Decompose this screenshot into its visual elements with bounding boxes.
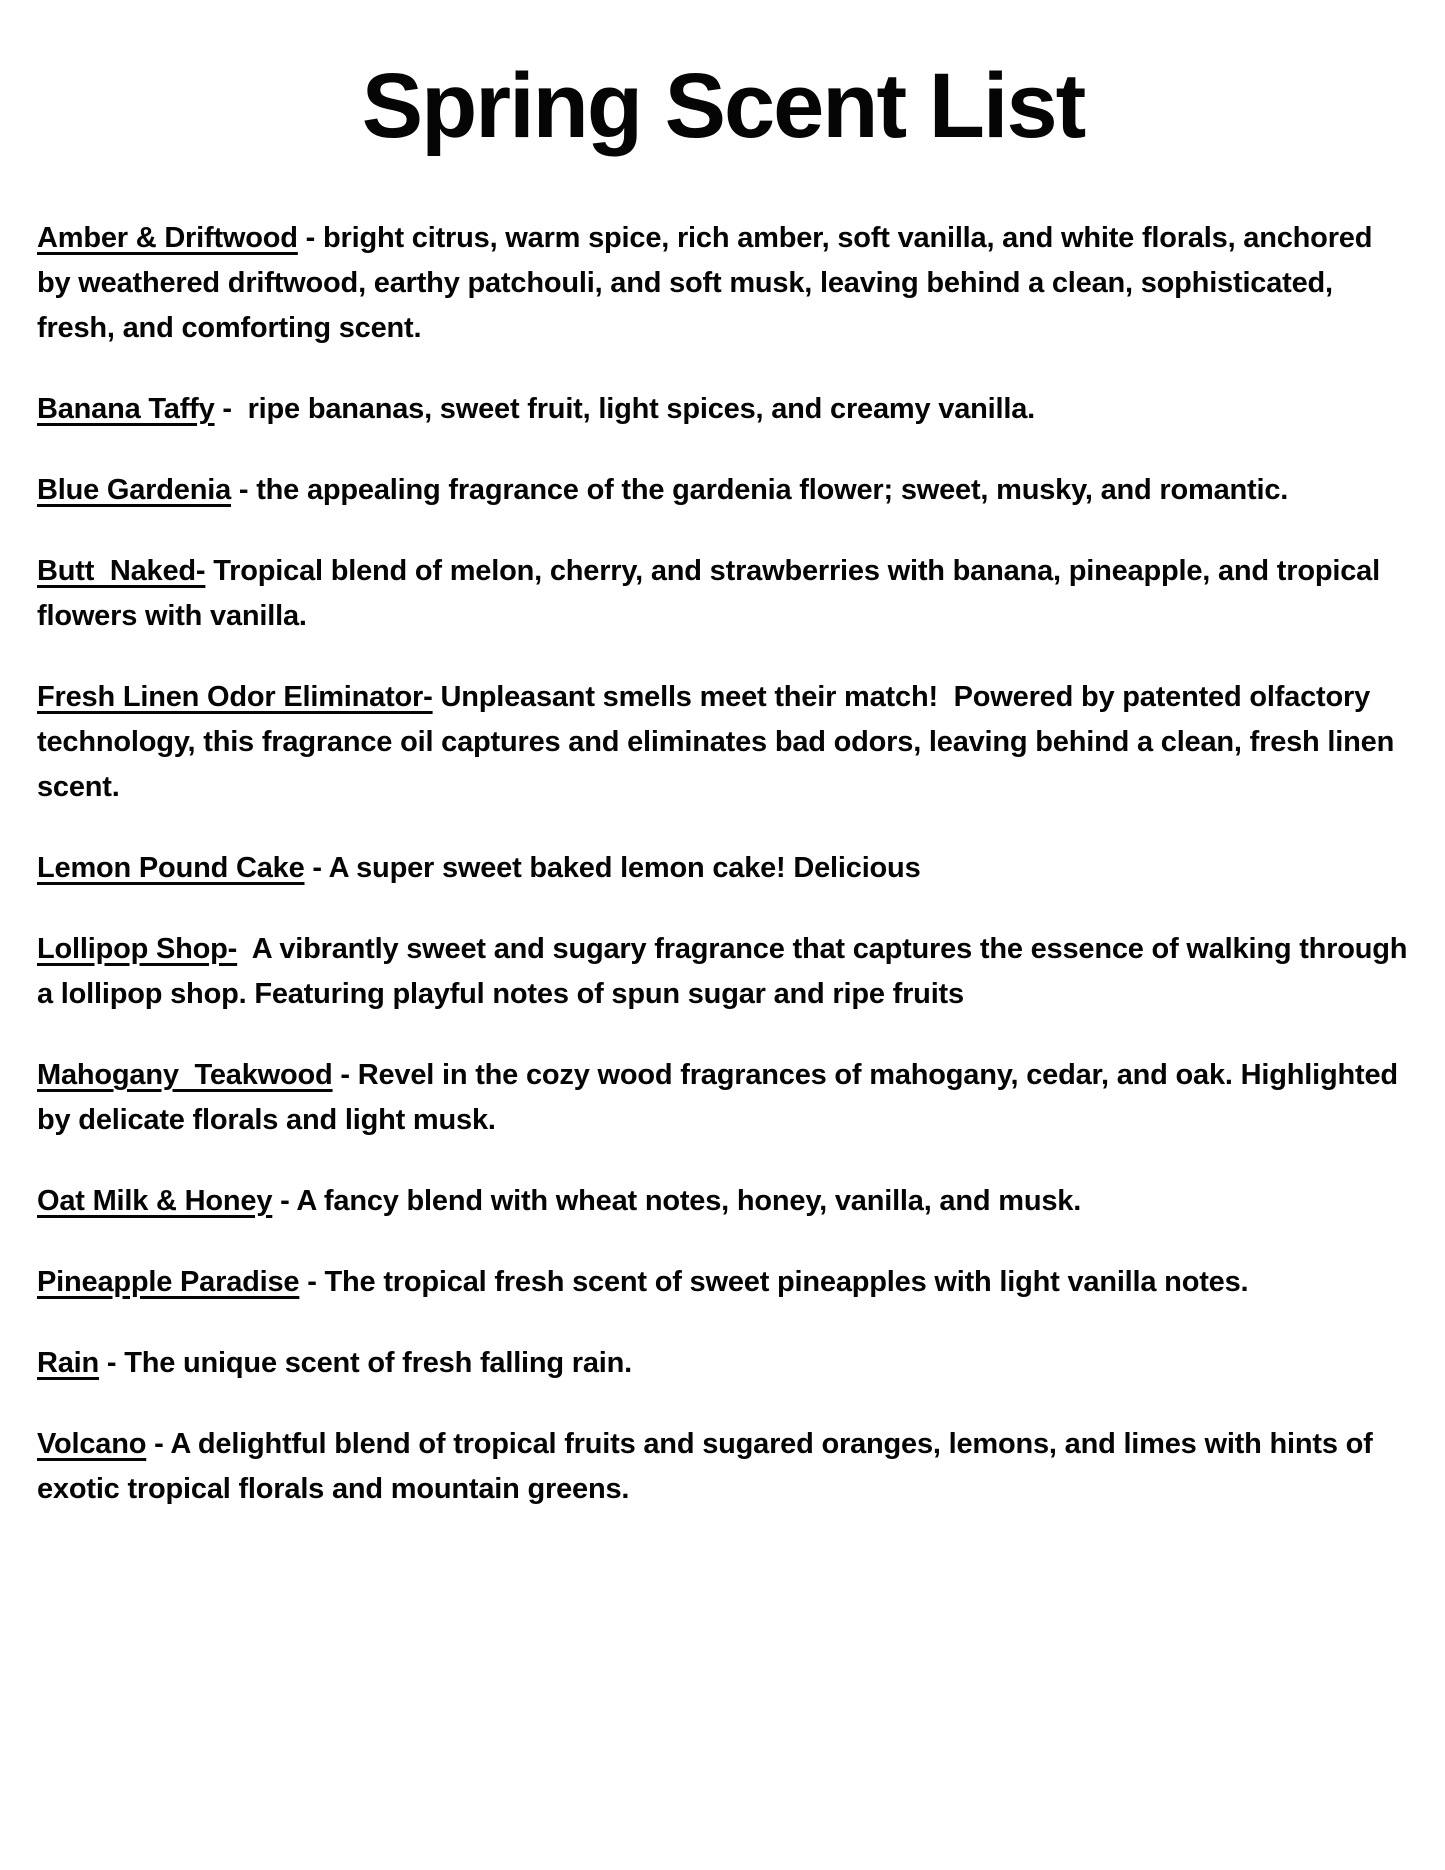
scent-description: A vibrantly sweet and sugary fragrance that captures the essence of walking through a lollipop shop. Featuring playful notes of spun sugar and ripe fruits <box>37 933 1416 1010</box>
scent-description: Unpleasant smells meet their match! Powered by patented olfactory technology, this fragrance oil captures and eliminates bad odors, leaving behind a clean, fresh linen scent. <box>37 681 1402 803</box>
scent-item <box>37 387 1409 432</box>
scent-name: Lollipop Shop- <box>37 933 238 965</box>
scent-separator <box>237 933 252 965</box>
scent-name: Blue Gardenia <box>37 474 232 506</box>
scent-name: Butt Naked- <box>37 555 206 587</box>
scent-description: ripe bananas, sweet fruit, light spices, and creamy vanilla. <box>247 393 1035 425</box>
scent-separator: - <box>231 474 257 506</box>
scent-separator: - <box>214 393 248 425</box>
scent-description: A super sweet baked lemon cake! Delicious <box>328 852 921 884</box>
scent-separator: - <box>99 1347 125 1379</box>
scent-description: bright citrus, warm spice, rich amber, soft vanilla, and white florals, anchored by weathered driftwood, earthy patchouli, and soft musk, leaving behind a clean, sophisticated, fresh, and comforting scent. <box>37 222 1381 344</box>
scent-name: Lemon Pound Cake <box>37 852 305 884</box>
scent-separator: - <box>304 852 329 884</box>
scent-item <box>37 468 1409 513</box>
scent-name: Banana Taffy <box>37 393 215 425</box>
scent-description: The tropical fresh scent of sweet pineapples with light vanilla notes. <box>324 1266 1249 1298</box>
scent-item <box>37 216 1409 351</box>
scent-description: the appealing fragrance of the gardenia flower; sweet, musky, and romantic. <box>256 474 1289 506</box>
scent-description: Tropical blend of melon, cherry, and strawberries with banana, pineapple, and tropical flowers with vanilla. <box>37 555 1388 632</box>
scent-description: A delightful blend of tropical fruits and sugared oranges, lemons, and limes with hints of exotic tropical florals and mountain greens. <box>37 1428 1381 1505</box>
scent-name: Volcano <box>37 1428 147 1460</box>
scent-description: The unique scent of fresh falling rain. <box>124 1347 633 1379</box>
scent-item <box>37 1422 1409 1512</box>
scent-item <box>37 927 1416 1017</box>
scent-separator: - <box>297 222 323 254</box>
scent-separator: - <box>272 1185 297 1217</box>
scent-item <box>37 846 1409 891</box>
scent-item <box>37 1053 1409 1143</box>
scent-name: Oat Milk & Honey <box>37 1185 273 1217</box>
scent-item <box>37 1179 1409 1224</box>
page-title: Spring Scent List <box>361 55 1085 157</box>
scent-separator: - <box>332 1059 358 1091</box>
scent-name: Pineapple Paradise <box>37 1266 300 1298</box>
scent-name: Fresh Linen Odor Eliminator- <box>37 681 433 713</box>
scent-item <box>37 1260 1409 1305</box>
scent-item <box>37 1341 1409 1386</box>
scent-description: Revel in the cozy wood fragrances of mahogany, cedar, and oak. Highlighted by delicate florals and light musk. <box>37 1059 1406 1136</box>
scent-name: Amber & Driftwood <box>37 222 298 254</box>
scent-name: Mahogany Teakwood <box>37 1059 333 1091</box>
scent-description: A fancy blend with wheat notes, honey, vanilla, and musk. <box>296 1185 1082 1217</box>
scent-item <box>37 675 1409 810</box>
scent-name: Rain <box>37 1347 100 1379</box>
scent-separator: - <box>146 1428 171 1460</box>
scent-separator: - <box>299 1266 325 1298</box>
scent-item <box>37 549 1409 639</box>
